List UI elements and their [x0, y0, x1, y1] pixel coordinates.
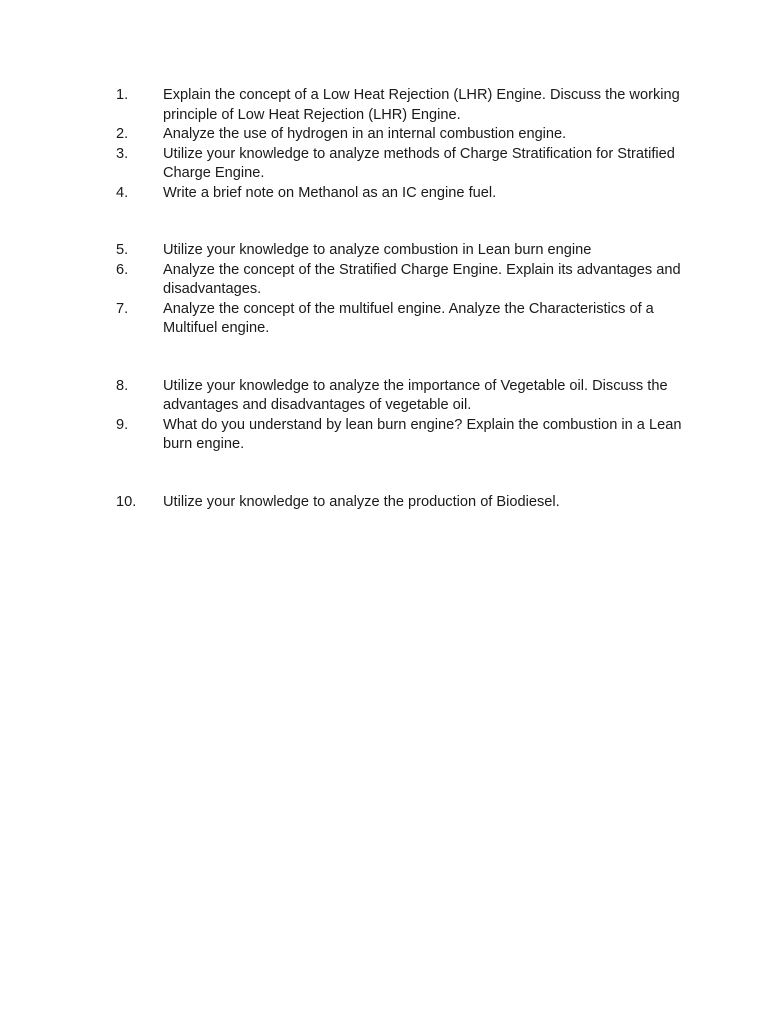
question-item-4 — [116, 184, 686, 204]
question-number: 7. — [116, 300, 129, 317]
question-text: Analyze the concept of the multifuel engine. Analyze the Characteristics of a Multifuel engine. — [163, 300, 654, 336]
question-text: Utilize your knowledge to analyze the production of Biodiesel. — [163, 493, 560, 510]
question-item-7 — [116, 300, 686, 339]
question-group-2 — [116, 241, 686, 339]
question-number: 6. — [116, 261, 129, 278]
question-number: 2. — [116, 126, 129, 142]
question-number: 3. — [116, 145, 129, 162]
question-item-10 — [116, 493, 686, 513]
question-item-1 — [116, 86, 686, 125]
question-item-3 — [116, 145, 686, 184]
question-text: Explain the concept of a Low Heat Rejection (LHR) Engine. Discuss the working principle of Low Heat Rejection (LHR) Engine. — [163, 87, 680, 123]
question-item-8 — [116, 377, 686, 416]
question-number: 4. — [116, 184, 129, 201]
question-text: Utilize your knowledge to analyze combustion in Lean burn engine — [163, 242, 592, 258]
question-number: 10. — [116, 493, 137, 510]
question-text: Write a brief note on Methanol as an IC engine fuel. — [163, 184, 497, 201]
question-text: Utilize your knowledge to analyze methods of Charge Stratification for Stratified Charge Engine. — [163, 145, 675, 181]
question-text: Analyze the use of hydrogen in an internal combustion engine. — [163, 126, 567, 142]
question-text: What do you understand by lean burn engine? Explain the combustion in a Lean burn engine. — [163, 416, 682, 452]
question-number: 1. — [116, 87, 129, 103]
question-item-6 — [116, 261, 686, 300]
question-number: 5. — [116, 242, 129, 258]
question-item-2 — [116, 125, 686, 145]
question-group-3 — [116, 377, 686, 455]
question-text: Analyze the concept of the Stratified Charge Engine. Explain its advantages and disadvantages. — [163, 261, 681, 297]
question-text: Utilize your knowledge to analyze the importance of Vegetable oil. Discuss the advantages and disadvantages of vegetable oil. — [163, 377, 668, 413]
question-item-9 — [116, 416, 686, 455]
question-group-1 — [116, 86, 686, 203]
question-group-4 — [116, 493, 686, 513]
question-item-5 — [116, 241, 686, 261]
question-list — [116, 86, 686, 550]
question-number: 8. — [116, 377, 129, 394]
question-number: 9. — [116, 416, 129, 433]
